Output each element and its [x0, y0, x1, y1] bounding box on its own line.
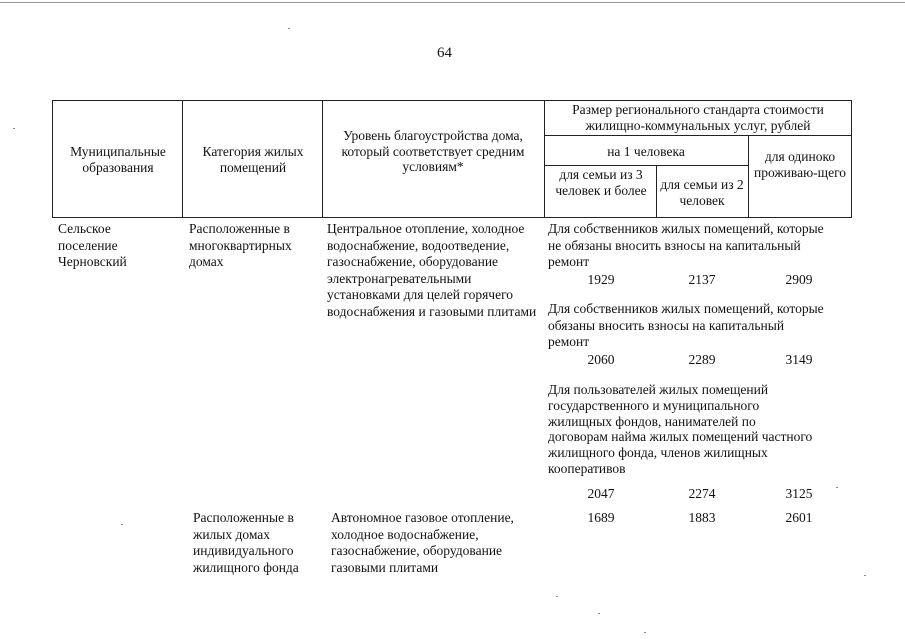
value-family3: 2047	[587, 486, 615, 501]
value-family2: 2289	[688, 352, 716, 367]
value-single: 2601	[785, 510, 813, 525]
value-family2: 2137	[688, 272, 716, 287]
row-divider	[544, 135, 852, 136]
header-per-person: на 1 человека	[607, 144, 685, 159]
header-family2: для семьи из 2 человек	[660, 177, 744, 208]
column-divider	[656, 165, 657, 218]
table-border-top	[52, 100, 852, 101]
level-apartment-buildings: Центральное отопление, холодное водоснабжение, водоотведение, газоснабжение, оборудование электронагревательными установками для целей горячего водоснабжения и газовыми плитами	[327, 221, 537, 319]
group-label-users-state-funds: Для пользователей жилых помещений государственного и муниципального жилищных фондов, нанимателей по договорам найма жилых помещений частного жилищного фонда, членов жилищных кооперативов	[548, 382, 813, 476]
scan-speck	[121, 524, 123, 525]
scan-speck	[644, 632, 646, 633]
row-divider	[544, 165, 748, 166]
header-municipality: Муниципальные образования	[70, 144, 166, 175]
scan-speck	[288, 28, 290, 29]
scan-speck	[13, 128, 15, 129]
value-family2: 1883	[688, 510, 716, 525]
value-family3: 1929	[587, 272, 615, 287]
value-family3: 2060	[587, 352, 615, 367]
municipality-name: Сельское поселение Черновский	[58, 221, 127, 269]
column-divider	[748, 135, 749, 218]
group-label-owners-capital-repair: Для собственников жилых помещений, которые обязаны вносить взносы на капитальный ремонт	[548, 301, 824, 349]
page-number: 64	[437, 45, 452, 61]
value-single: 3149	[785, 352, 813, 367]
tariff-table-header	[52, 100, 852, 218]
table-border-left	[52, 100, 53, 218]
scan-speck	[864, 575, 866, 576]
group-label-owners-no-capital-repair: Для собственников жилых помещений, которые не обязаны вносить взносы на капитальный ремонт	[548, 221, 824, 269]
value-family2: 2274	[688, 486, 716, 501]
column-divider	[544, 100, 545, 218]
category-individual-houses: Расположенные в жилых домах индивидуального жилищного фонда	[193, 510, 299, 575]
page-top-border	[0, 2, 905, 3]
header-level: Уровень благоустройства дома, который соответствует средним условиям*	[341, 128, 525, 174]
header-family3: для семьи из 3 человек и более	[555, 167, 647, 198]
category-apartment-buildings: Расположенные в многоквартирных домах	[189, 221, 292, 269]
value-single: 2909	[785, 272, 813, 287]
scan-speck	[598, 613, 600, 614]
header-single: для одиноко проживаю-щего	[753, 149, 847, 180]
header-category: Категория жилых помещений	[202, 144, 304, 175]
scan-speck	[836, 487, 838, 488]
scan-speck	[556, 596, 558, 597]
value-single: 3125	[785, 486, 813, 501]
column-divider	[322, 100, 323, 218]
level-individual-houses: Автономное газовое отопление, холодное водоснабжение, газоснабжение, оборудование газовыми плитами	[331, 510, 514, 575]
header-standard: Размер регионального стандарта стоимости жилищно-коммунальных услуг, рублей	[572, 102, 824, 133]
column-divider	[182, 100, 183, 218]
value-family3: 1689	[587, 510, 615, 525]
table-border-bottom	[52, 217, 852, 218]
table-border-right	[851, 100, 852, 218]
